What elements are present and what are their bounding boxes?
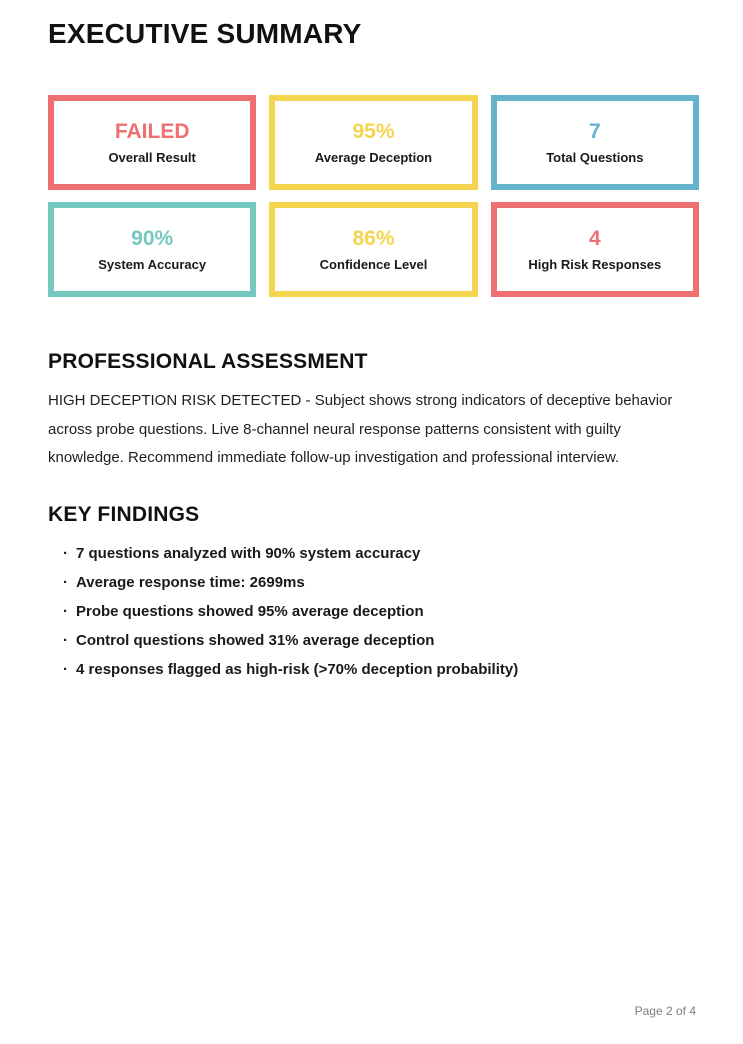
metric-label: Overall Result [108,150,196,165]
section-heading-key-findings: KEY FINDINGS [48,502,200,526]
bullet-icon: · [63,602,68,620]
metric-label: Total Questions [546,150,644,165]
metric-value: 4 [588,227,601,250]
finding-text: 4 responses flagged as high-risk (>70% deception probability) [76,660,519,678]
finding-item [63,632,699,650]
page-title: EXECUTIVE SUMMARY [48,18,362,49]
metric-label: Average Deception [314,150,433,165]
metric-value: 86% [352,227,395,250]
metric-value: 95% [352,120,395,143]
metrics-grid [48,95,699,297]
metric-card-average-deception [269,95,477,190]
finding-text: Control questions showed 31% average deception [76,631,435,649]
finding-item [63,603,699,621]
metric-card-confidence-level [269,202,477,297]
finding-item [63,661,699,679]
bullet-icon: · [63,660,68,678]
metric-card-high-risk-responses [491,202,699,297]
metric-value: 90% [131,227,174,250]
finding-text: 7 questions analyzed with 90% system accuracy [76,544,421,562]
finding-item [63,574,699,592]
finding-text: Probe questions showed 95% average deception [76,602,424,620]
metric-card-total-questions [491,95,699,190]
bullet-icon: · [63,544,68,562]
section-heading-professional-assessment: PROFESSIONAL ASSESSMENT [48,350,368,373]
bullet-icon: · [63,573,68,591]
assessment-body-text: HIGH DECEPTION RISK DETECTED - Subject shows strong indicators of deceptive behavior across probe questions. Live 8-channel neural response patterns consistent with guilty knowledge. Recommend immediate follow-up investigation and professional interview. [48,392,673,466]
metric-value: FAILED [114,120,190,143]
bullet-icon: · [63,631,68,649]
metric-label: Confidence Level [319,257,428,272]
finding-item [63,545,699,563]
metric-card-overall-result [48,95,256,190]
page-footer: Page 2 of 4 [634,1004,696,1018]
metric-label: System Accuracy [98,257,207,272]
finding-text: Average response time: 2699ms [76,573,305,591]
findings-list [48,545,699,679]
metric-card-system-accuracy [48,202,256,297]
metric-value: 7 [588,120,601,143]
metric-label: High Risk Responses [528,257,662,272]
